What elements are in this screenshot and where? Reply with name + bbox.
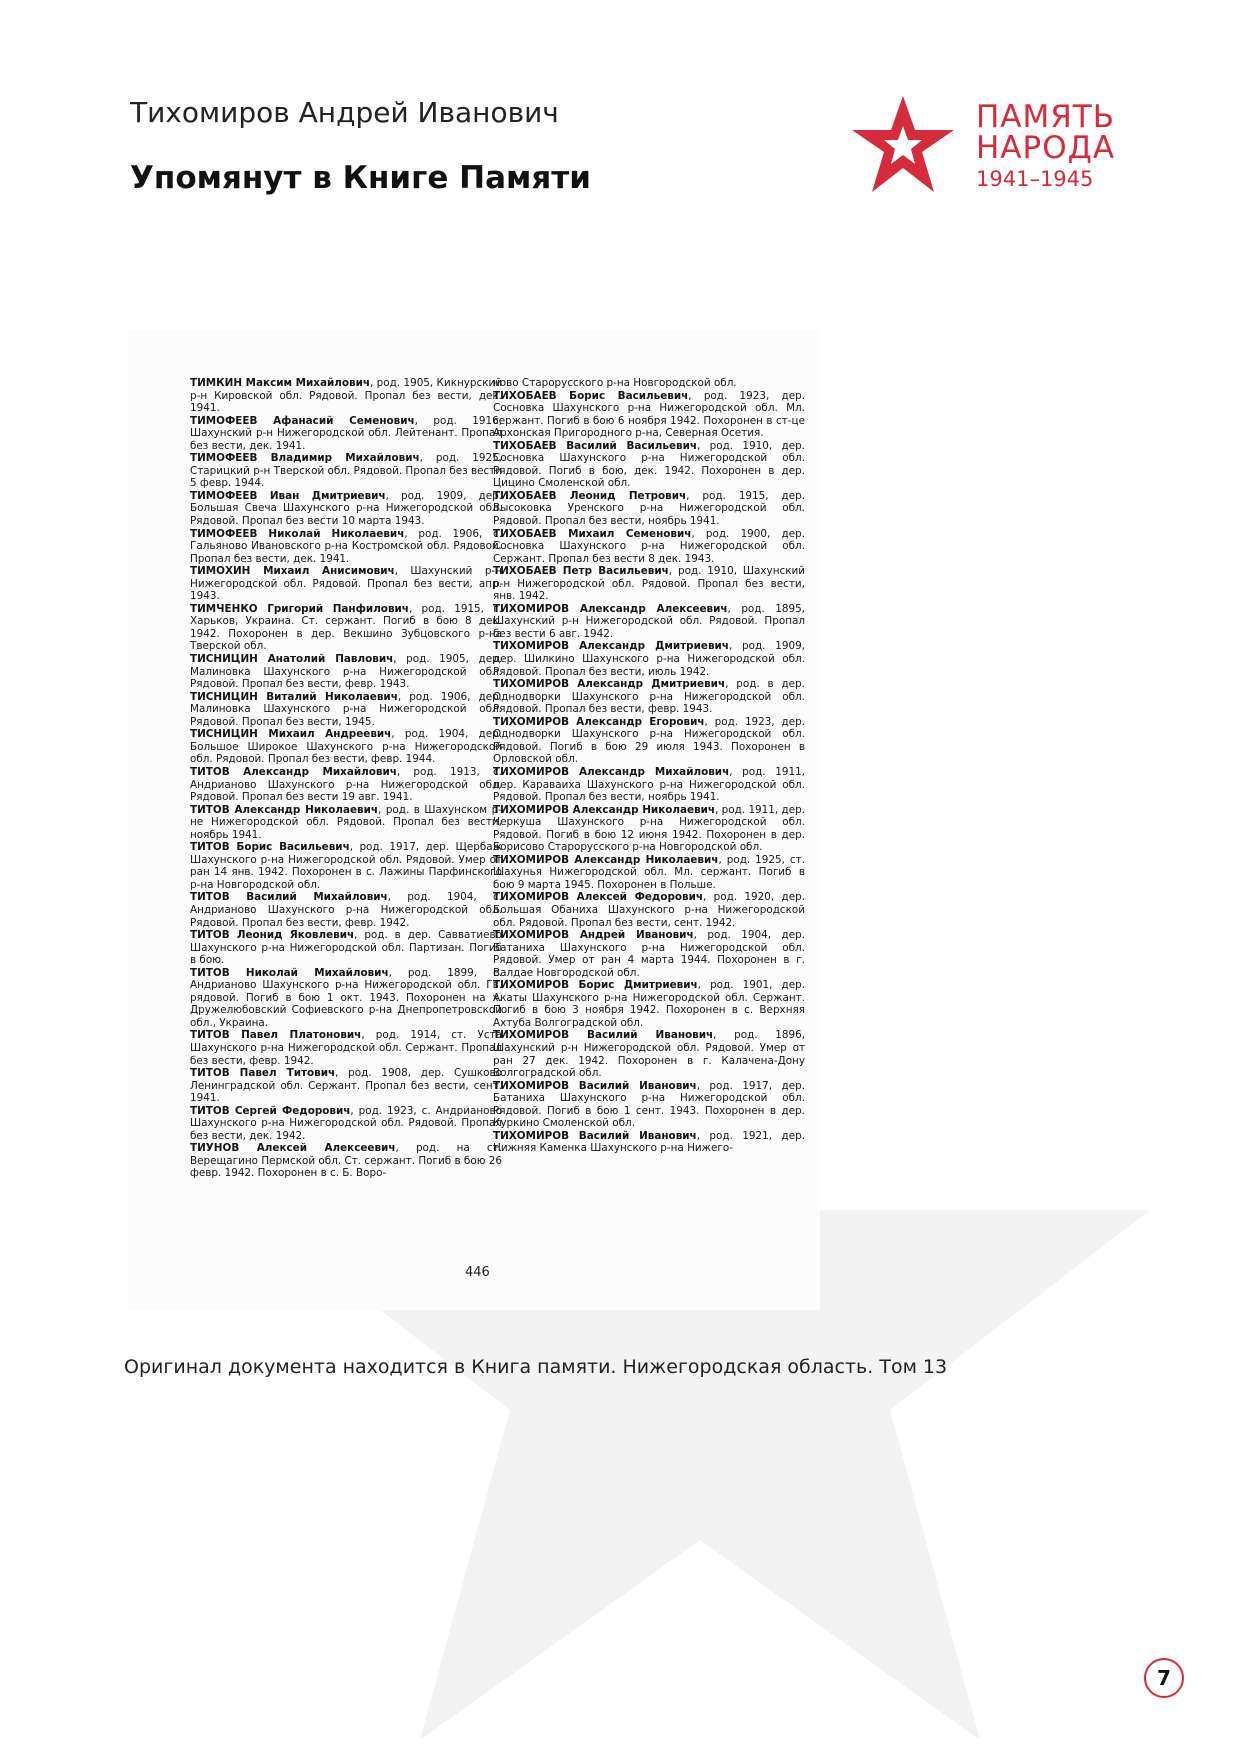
entry-name: ТИТОВ Павел Платонович [190,1029,362,1042]
entry-text: , род. 1911, дер. Черкуша Шахунского р-на Нижегородской обл. Рядовой. Погиб в бою 12 июня 1942. Похоронен в дер. Борисово Старорусского р-на Новгородской обл. [493,803,805,854]
entry-text: , род. 1923, дер. Сосновка Шахунского р-на Нижегородской обл. Мл. сержант. Погиб в бою 6 ноября 1942. Похоронен в ст-це Архонская Пригородного р-на, Северная Осетия. [493,389,806,440]
entry-text: , род. 1909, дер. Большая Свеча Шахунского р-на Нижегородской обл. Рядовой. Пропал без вести 10 марта 1943. [190,489,502,528]
entry-text: , род. в Шахунском р-не Нижегородской обл. Рядовой. Пропал без вести, ноябрь 1941. [190,803,502,841]
entry-name: ТИСНИЦИН Михаил Андреевич [190,728,392,741]
entry-name: ТИХОБАЕВ Леонид Петрович [493,489,687,502]
entry-name: ТИХОМИРОВ Борис Дмитриевич [493,979,698,992]
entry-name: ТИХОБАЕВ Петр Васильевич [493,565,669,578]
entry-text: , род. 1911, дер. Караваиха Шахунского р-на Нижегородской обл. Рядовой. Пропал без вести, ноябрь 1941. [493,765,805,804]
entry-text: , род. 1899, с. Андрианово Шахунского р-на Нижегородской обл. Гв. рядовой. Погиб в бою 1 окт. 1943. Похоронен на х. Дружелюбовский Софиевского р-на Днепропетровской обл., Украина. [190,966,502,1029]
entry-name: ТИХОМИРОВ Александр Николаевич [493,853,719,866]
entry-text: , род. 1916, Шахунский р-н Нижегородской обл. Лейтенант. Пропал без вести, дек. 1941. [190,414,502,452]
entry-text: , род. 1901, дер. Акаты Шахунского р-на Нижегородской обл. Сержант. Погиб в бою 3 ноября 1942. Похоронен в с. Верхняя Ахтуба Волгоградской обл. [493,979,805,1029]
entry-name: ТИМЧЕНКО Григорий Панфилович [190,602,409,615]
memorial-entry [190,967,502,1030]
entry-text: , род. в дер. Савватиево Шахунского р-на Нижегородской обл. Партизан. Погиб в бою. [190,929,502,967]
entry-name: ТИСНИЦИН Анатолий Павлович [190,653,394,666]
entry-name: ТИТОВ Василий Михайлович [190,891,388,904]
memorial-entry [493,804,805,854]
memorial-entry [493,490,805,528]
entry-name: ТИХОМИРОВ Алексей Федорович [493,891,704,904]
entry-text: , род. 1905, Кикнурский р-н Кировской обл. Рядовой. Пропал без вести, дек. 1941. [190,377,502,415]
document-scan [128,330,820,1310]
memorial-entry [190,1067,502,1105]
entry-name: ТИХОМИРОВ Александр Николаевич [493,803,716,816]
memorial-entry [190,452,502,490]
entry-text: , род. 1915, дер. Высоковка Уренского р-на Нижегородской обл. Рядовой. Пропал без вести, ноябрь 1941. [493,489,805,528]
entry-text: , род. 1925, ст. Шахунья Нижегородской обл. Мл. сержант. Погиб в бою 9 марта 1945. Похоронен в Польше. [493,853,806,891]
entry-text: , род. 1904, дер. Большое Широкое Шахунского р-на Нижегородской обл. Рядовой. Пропал без вести, февр. 1944. [190,728,502,766]
logo [852,96,1182,206]
memorial-entry [493,603,805,641]
memorial-entry [190,929,502,967]
memorial-entry [493,1029,805,1079]
memorial-entry [493,979,805,1029]
entry-name: ТИТОВ Леонид Яковлевич [190,929,355,942]
page-subtitle: Упомянут в Книге Памяти [130,160,591,196]
memorial-entry [190,891,502,929]
memorial-entry [493,1130,805,1155]
memorial-entry [493,716,805,766]
entry-name: ТИТОВ Сергей Федорович [190,1104,351,1117]
memorial-entry [190,691,502,729]
memorial-entry [190,1142,502,1180]
entry-name: ТИМКИН Максим Михайлович [190,377,371,389]
entry-name: ТИМОФЕЕВ Владимир Михайлович [190,452,420,465]
entry-text: ново Старорусского р-на Новгородской обл. [493,377,737,389]
entry-name: ТИМОХИН Михаил Анисимович [190,565,395,578]
entry-name: ТИХОМИРОВ Андрей Иванович [493,929,694,942]
entry-text: , род. 1909, дер. Шилкино Шахунского р-на Нижегородской обл. Рядовой. Пропал без вести, июль 1942. [493,640,805,678]
memorial-entry [493,766,805,804]
memorial-entry [493,678,805,716]
entry-text: , род. 1915, г. Харьков, Украина. Ст. сержант. Погиб в бою 8 дек. 1942. Похоронен в дер. Векшино Зубцовского р-на Тверской обл. [190,602,502,653]
entry-text: , Шахунский р-н Нижегородской обл. Рядовой. Пропал без вести, апр. 1943. [190,565,502,603]
entry-text: , род. 1906, с. Гальяново Ивановского р-на Костромской обл. Рядовой. Пропал без вести, дек. 1941. [190,527,502,565]
logo-line-1: ПАМЯТЬ [976,99,1116,135]
entry-text: , род. 1914, ст. Уста Шахунского р-на Нижегородской обл. Сержант. Пропал без вести, февр. 1942. [190,1029,502,1067]
memorial-entry [493,390,805,440]
memorial-entry [190,1029,502,1067]
memorial-entry [190,603,502,653]
entry-name: ТИТОВ Александр Николаевич [190,803,379,816]
memorial-entry [493,854,805,892]
entry-name: ТИТОВ Павел Титович [190,1067,336,1080]
memorial-entry [190,804,502,842]
memorial-entry [493,565,805,603]
entry-name: ТИМОФЕЕВ Афанасий Семенович [190,414,415,427]
memorial-entry [493,1080,805,1130]
entry-name: ТИХОМИРОВ Александр Михайлович [493,765,730,778]
entry-text: , род. 1910, Шахунский р-н Нижегородской обл. Рядовой. Пропал без вести, янв. 1942. [493,565,805,603]
entry-text: , род. на ст. Верещагино Пермской обл. Ст. сержант. Погиб в бою 26 февр. 1942. Похоронен в с. Б. Воро- [190,1142,502,1180]
logo-years: 1941–1945 [976,167,1094,191]
star-icon [852,96,954,196]
scan-page-number: 446 [465,1265,490,1280]
memorial-entry [493,640,805,678]
entry-text: , род. 1905, дер. Малиновка Шахунского р-на Нижегородской обл. Рядовой. Пропал без вести, февр. 1943. [190,653,503,691]
entry-name: ТИХОБАЕВ Борис Васильевич [493,389,689,402]
entry-name: ТИСНИЦИН Виталий Николаевич [190,690,398,703]
entry-name: ТИТОВ Александр Михайлович [190,765,397,778]
entry-name: ТИХОМИРОВ Александр Дмитриевич [493,640,729,653]
entry-text: , род. 1925, Старицкий р-н Тверской обл. Рядовой. Пропал без вести 5 февр. 1944. [190,452,502,490]
entry-text: , род. в дер. Однодворки Шахунского р-на Нижегородской обл. Рядовой. Пропал без вести, февр. 1943. [493,678,805,716]
entry-text: , род. 1917, дер. Щербаж Шахунского р-на Нижегородской обл. Рядовой. Умер от ран 14 янв. 1942. Похоронен в с. Лажины Парфинского р-на Новгородской обл. [190,841,502,891]
entry-text: , род. 1913, с. Андрианово Шахунского р-на Нижегородской обл. Рядовой. Пропал без вести 19 авг. 1941. [190,765,502,804]
right-column [493,377,805,1155]
entry-name: ТИТОВ Николай Михайлович [190,966,389,979]
entry-name: ТИХОМИРОВ Василий Иванович [493,1129,697,1142]
entry-name: ТИХОМИРОВ Александр Алексеевич [493,602,728,615]
entry-text: , род. 1896, Шахунский р-н Нижегородской обл. Рядовой. Умер от ран 27 дек. 1942. Похоронен в г. Калачена-Дону Волгоградской обл. [493,1029,805,1080]
memorial-entry [493,929,805,979]
entry-text: , род. 1904, дер. Батаниха Шахунского р-на Нижегородской обл. Рядовой. Умер от ран 4 марта 1944. Похоронен в г. Валдае Новгородской обл. [493,929,805,979]
entry-text: , род. 1917, дер. Батаниха Шахунского р-на Нижегородской обл. Рядовой. Погиб в бою 1 сент. 1943. Похоронен в дер. Куркино Смоленской обл. [493,1079,805,1130]
page-number-badge: 7 [1144,1658,1184,1698]
entry-name: ТИХОМИРОВ Александр Егорович [493,715,705,728]
memorial-entry [190,565,502,603]
entry-name: ТИТОВ Борис Васильевич [190,841,350,854]
entry-text: , род. 1906, дер. Малиновка Шахунского р-на Нижегородской обл. Рядовой. Пропал без вести, 1945. [190,690,502,728]
entry-name: ТИМОФЕЕВ Иван Дмитриевич [190,489,386,502]
memorial-entry [493,377,805,390]
memorial-entry [493,528,805,566]
entry-name: ТИУНОВ Алексей Алексеевич [190,1142,396,1155]
entry-name: ТИХОМИРОВ Александр Дмитриевич [493,678,726,691]
memorial-entry [190,528,502,566]
person-name: Тихомиров Андрей Иванович [130,96,559,129]
left-column [190,377,502,1180]
entry-text: , род. 1895, Шахунский р-н Нижегородской обл. Рядовой. Пропал без вести 6 авг. 1942. [493,602,805,640]
entry-text: , род. 1920, дер. Большая Обаниха Шахунского р-на Нижегородской обл. Рядовой. Пропал без вести, сент. 1942. [493,891,806,929]
source-note: Оригинал документа находится в Книга памяти. Нижегородская область. Том 13 [124,1356,948,1378]
entry-name: ТИМОФЕЕВ Николай Николаевич [190,527,405,540]
entry-name: ТИХОМИРОВ Василий Иванович [493,1029,714,1042]
memorial-entry [190,841,502,891]
memorial-entry [190,766,502,804]
memorial-entry [190,1105,502,1143]
memorial-entry [493,440,805,490]
memorial-entry [493,891,805,929]
entry-text: , род. 1910, дер. Сосновка Шахунского р-на Нижегородской обл. Рядовой. Погиб в бою, дек. 1942. Похоронен в дер. Цицино Смоленской обл. [493,439,805,490]
entry-text: , род. 1904, с. Андрианово Шахунского р-на Нижегородской обл. Рядовой. Пропал без вести, февр. 1942. [190,891,502,929]
memorial-entry [190,490,502,528]
entry-text: , род. 1900, дер. Сосновка Шахунского р-на Нижегородской обл. Сержант. Пропал без вести 8 дек. 1943. [493,527,805,565]
entry-name: ТИХОБАЕВ Михаил Семенович [493,527,692,540]
logo-line-2: НАРОДА [976,130,1116,166]
entry-text: , род. 1923, с. Андрианово Шахунского р-на Нижегородской обл. Рядовой. Пропал без вести, дек. 1942. [190,1104,502,1142]
memorial-entry [190,415,502,453]
memorial-entry [190,653,502,691]
entry-text: , род. 1908, дер. Сушково Ленинградской обл. Сержант. Пропал без вести, сент. 1941. [190,1067,503,1105]
entry-name: ТИХОМИРОВ Василий Иванович [493,1079,697,1092]
entry-name: ТИХОБАЕВ Василий Васильевич [493,439,698,452]
memorial-entry [190,728,502,766]
entry-text: , род. 1923, дер. Однодворки Шахунского р-на Нижегородской обл. Рядовой. Погиб в бою 29 июля 1943. Похоронен в Орловской обл. [493,715,806,766]
entry-text: , род. 1921, дер. Нижняя Каменка Шахунского р-на Нижего- [493,1129,805,1155]
memorial-entry [190,377,502,415]
